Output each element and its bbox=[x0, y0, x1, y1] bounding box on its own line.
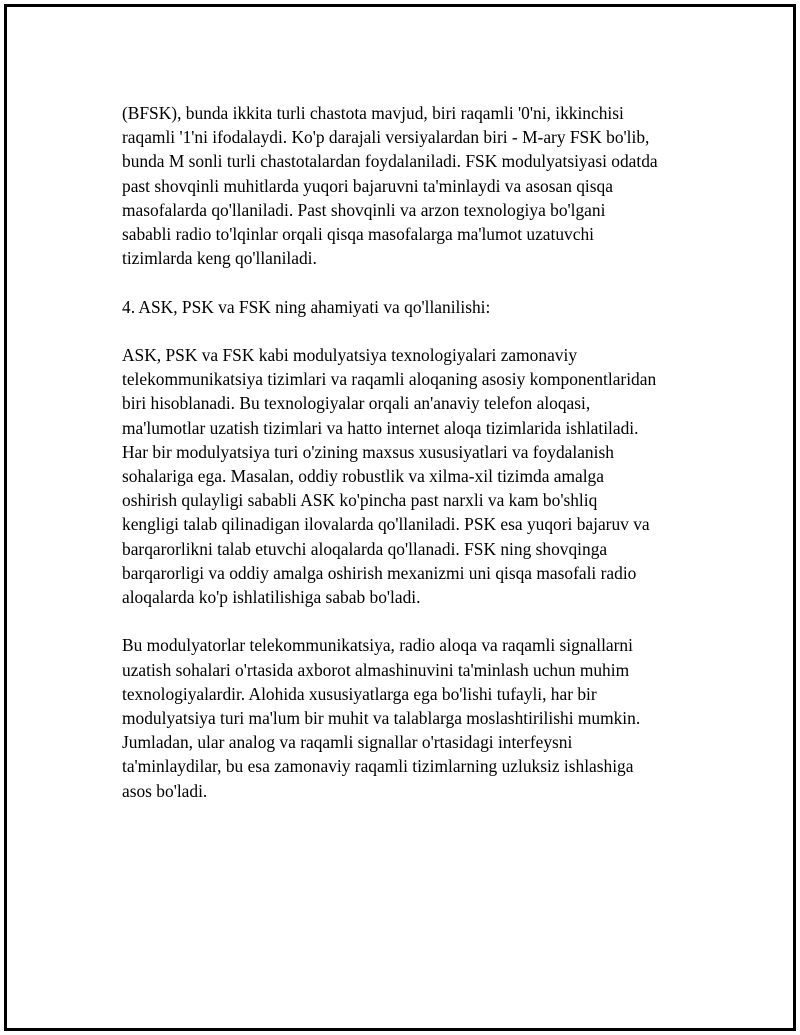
text-line: sohalariga ega. Masalan, oddiy robustlik va xilma-xil tizimda amalga bbox=[122, 466, 604, 487]
text-line: sababli radio to'lqinlar orqali qisqa masofalarga ma'lumot uzatuvchi bbox=[122, 224, 594, 245]
text-line: ta'minlaydilar, bu esa zamonaviy raqamli tizimlarning uzluksiz ishlashiga bbox=[122, 756, 634, 777]
text-line: oshirish qulayligi sababli ASK ko'pincha past narxli va kam bo'shliq bbox=[122, 490, 598, 511]
text-line: Har bir modulyatsiya turi o'zining maxsus xususiyatlari va foydalanish bbox=[122, 441, 614, 462]
text-line: barqarorligi va oddiy amalga oshirish mexanizmi uni qisqa masofali radio bbox=[122, 562, 637, 583]
text-line: bunda M sonli turli chastotalardan foydalaniladi. FSK modulyatsiyasi odatda bbox=[122, 151, 658, 172]
text-line: (BFSK), bunda ikkita turli chastota mavjud, biri raqamli '0'ni, ikkinchisi bbox=[122, 103, 624, 123]
text-line: biri hisoblanadi. Bu texnologiyalar orqali an'anaviy telefon aloqasi, bbox=[122, 393, 591, 414]
text-line: modulyatsiya turi ma'lum bir muhit va talablarga moslashtirilishi mumkin. bbox=[122, 708, 641, 729]
text-line: raqamli '1'ni ifodalaydi. Ko'p darajali versiyalardan biri - M-ary FSK bo'lib, bbox=[122, 127, 650, 148]
text-line: uzatish sohalari o'rtasida axborot almashinuvini ta'minlash uchun muhim bbox=[122, 659, 630, 680]
text-line: tizimlarda keng qo'llaniladi. bbox=[122, 248, 317, 269]
text-line: Bu modulyatorlar telekommunikatsiya, radio aloqa va raqamli signallarni bbox=[122, 635, 633, 656]
text-line: ma'lumotlar uzatish tizimlari va hatto internet aloqa tizimlarida ishlatiladi. bbox=[122, 417, 639, 438]
page-frame bbox=[4, 4, 796, 1031]
text-line: ASK, PSK va FSK kabi modulyatsiya texnologiyalari zamonaviy bbox=[122, 345, 578, 365]
text-line: texnologiyalardir. Alohida xususiyatlarga ega bo'lishi tufayli, har bir bbox=[122, 683, 597, 704]
text-line: barqarorlikni talab etuvchi aloqalarda qo'llanadi. FSK ning shovqinga bbox=[122, 538, 608, 559]
heading-text: 4. ASK, PSK va FSK ning ahamiyati va qo'llanilishi: bbox=[122, 296, 491, 317]
paragraph-conclusion bbox=[122, 633, 702, 802]
text-line: telekommunikatsiya tizimlari va raqamli aloqaning asosiy komponentlaridan bbox=[122, 369, 657, 390]
text-line: aloqalarda ko'p ishlatilishiga sabab bo'ladi. bbox=[122, 587, 421, 608]
section-heading bbox=[122, 295, 702, 319]
text-line: masofalarda qo'llaniladi. Past shovqinli va arzon texnologiya bo'lgani bbox=[122, 199, 606, 220]
text-line: past shovqinli muhitlarda yuqori bajaruvni ta'minlaydi va asosan qisqa bbox=[122, 175, 613, 196]
paragraph-bfsk bbox=[122, 101, 702, 270]
text-line: asos bo'ladi. bbox=[122, 780, 208, 801]
paragraph-importance bbox=[122, 343, 702, 609]
page-content bbox=[122, 101, 702, 803]
text-line: kengligi talab qilinadigan ilovalarda qo'llaniladi. PSK esa yuqori bajaruv va bbox=[122, 514, 650, 535]
text-line: Jumladan, ular analog va raqamli signallar o'rtasidagi interfeysni bbox=[122, 732, 573, 753]
